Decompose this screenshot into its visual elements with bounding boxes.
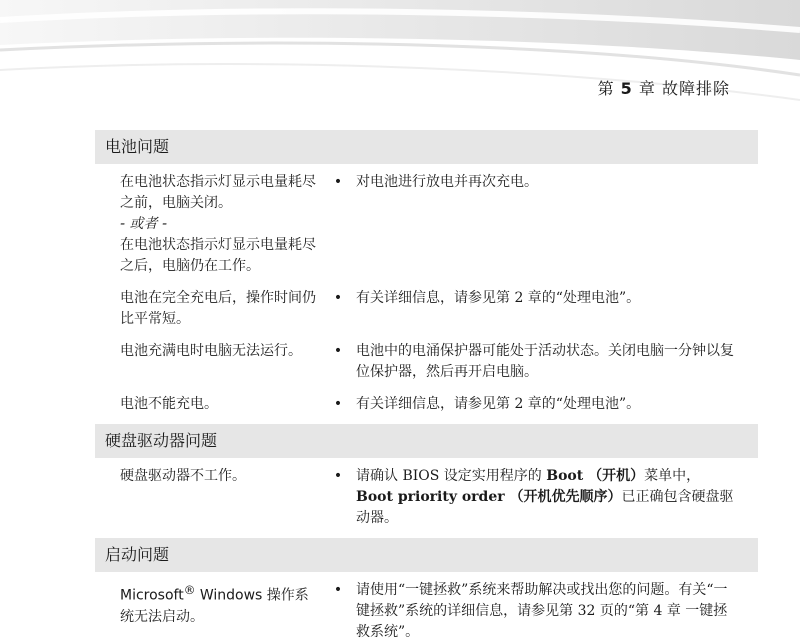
problem-text: 在电池状态指示灯显示电量耗尽之前，电脑关闭。 bbox=[120, 174, 316, 211]
solution-cell: 有关详细信息，请参见第 2 章的“处理电池”。 bbox=[356, 290, 641, 306]
problem-cell: 电池在完全充电后，操作时间仍比平常短。 bbox=[120, 290, 316, 327]
section-battery-title: 电池问题 bbox=[95, 130, 758, 164]
bullet: • bbox=[333, 290, 343, 306]
problem-cell bbox=[95, 172, 320, 277]
table-row bbox=[95, 580, 758, 643]
solution-cell bbox=[356, 466, 736, 529]
solution-cell: 请使用“一键拯救”系统来帮助解决或找出您的问题。有关“一键拯救”系统的详细信息，请参见第 32 页的“第 4 章 一键拯救系统”。 bbox=[356, 582, 728, 640]
registered-mark: ® bbox=[183, 583, 196, 597]
troubleshooting-table bbox=[95, 130, 758, 643]
or-separator: - 或者 - bbox=[120, 216, 168, 232]
chapter-header bbox=[598, 76, 730, 99]
problem-cell: 硬盘驱动器不工作。 bbox=[120, 468, 246, 484]
solution-text: 已正确包含硬盘驱动器。 bbox=[356, 489, 734, 526]
table-row bbox=[95, 172, 758, 277]
chapter-prefix: 第 bbox=[597, 79, 615, 98]
bullet: • bbox=[333, 343, 343, 359]
header-swoosh-graphic bbox=[0, 0, 800, 120]
section-boot-title: 启动问题 bbox=[95, 538, 758, 572]
bullet: • bbox=[333, 396, 343, 412]
problem-cell bbox=[95, 580, 320, 643]
solution-text: 请确认 BIOS 设定实用程序的 bbox=[356, 468, 547, 484]
solution-cell: 电池中的电涌保护器可能处于活动状态。关闭电脑一分钟以复位保护器，然后再开启电脑。 bbox=[356, 343, 734, 380]
problem-text: Windows 操作系统无法启动。 bbox=[120, 587, 309, 625]
table-row bbox=[95, 466, 758, 529]
solution-text: 菜单中， bbox=[644, 468, 701, 484]
table-row bbox=[95, 288, 758, 330]
boot-menu-term: Boot （开机） bbox=[546, 468, 645, 484]
boot-priority-term: Boot priority order （开机优先顺序） bbox=[356, 489, 622, 505]
problem-text-alt: 在电池状态指示灯显示电量耗尽之后，电脑仍在工作。 bbox=[120, 237, 316, 274]
bullet: • bbox=[333, 174, 343, 190]
table-row bbox=[95, 341, 758, 383]
section-hdd-title: 硬盘驱动器问题 bbox=[95, 424, 758, 458]
chapter-number: 5 bbox=[620, 79, 633, 98]
solution-cell: 有关详细信息，请参见第 2 章的“处理电池”。 bbox=[356, 396, 641, 412]
problem-cell: 电池不能充电。 bbox=[120, 396, 218, 412]
solution-cell: 对电池进行放电并再次充电。 bbox=[356, 174, 538, 190]
chapter-title: 章 故障排除 bbox=[638, 79, 730, 98]
bullet: • bbox=[333, 582, 343, 598]
problem-cell: 电池充满电时电脑无法运行。 bbox=[120, 343, 302, 359]
table-row bbox=[95, 394, 758, 415]
problem-text: Microsoft bbox=[120, 587, 184, 604]
bullet: • bbox=[333, 468, 343, 484]
